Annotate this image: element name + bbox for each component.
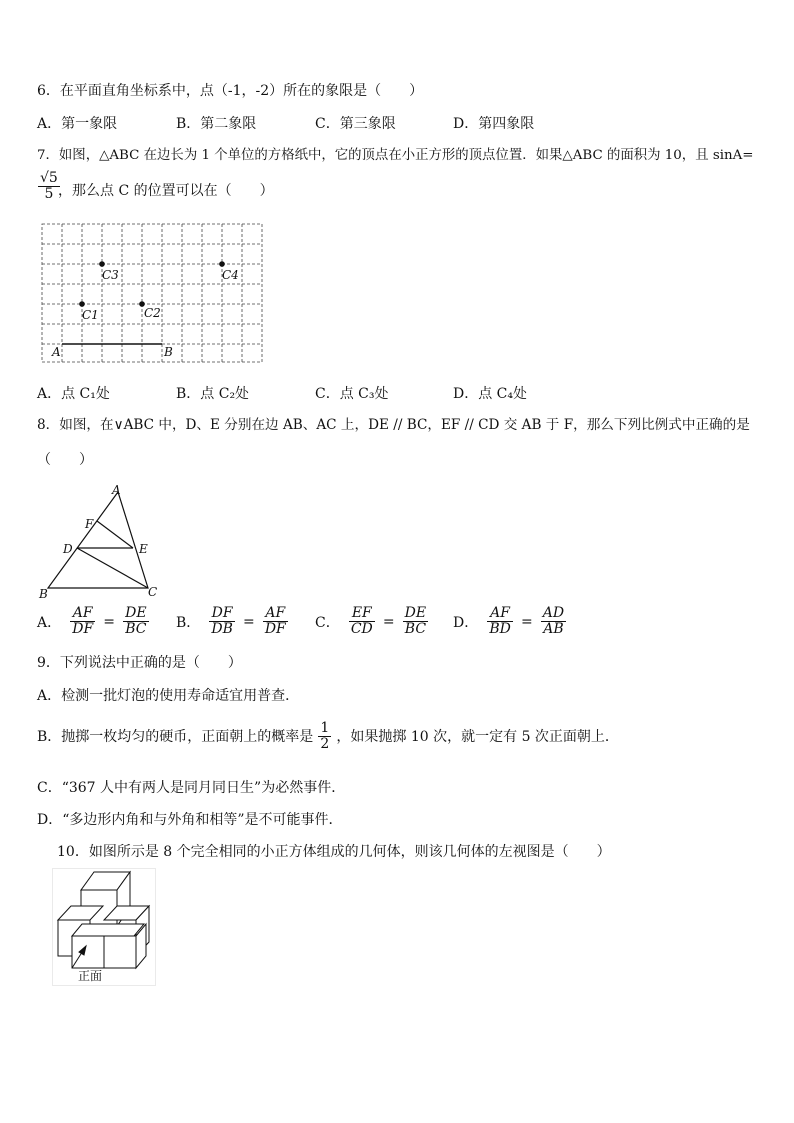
equals-sign: = (520, 613, 533, 630)
q8-option-c-label: C． (315, 614, 340, 631)
q8-option-b (176, 606, 288, 637)
q10-cubes-figure (52, 868, 156, 986)
fraction-numerator: DE (125, 605, 147, 621)
fraction-denominator: DB (211, 621, 233, 637)
fraction-denominator: CD (350, 621, 373, 637)
fraction-denominator: BC (125, 621, 147, 637)
q9-option-b-fraction (318, 721, 331, 752)
q7-option-b: B．点 C₂处 (176, 386, 250, 402)
q8-option-d (453, 606, 566, 637)
fraction-numerator: 1 (320, 720, 330, 736)
cube-solid (58, 872, 149, 968)
segment-fe (97, 521, 133, 548)
label-a: A (112, 484, 121, 497)
fraction-numerator: DE (404, 605, 427, 621)
point-c3 (99, 261, 105, 267)
label-a: A (52, 345, 61, 359)
fraction-denominator: BD (489, 621, 511, 637)
triangle-abc (48, 492, 148, 588)
q7-grid-figure (40, 222, 266, 364)
q7-option-a: A．点 C₁处 (37, 386, 110, 402)
fraction-numerator: DF (209, 606, 235, 622)
q7-fraction-numerator: √5 (40, 170, 58, 186)
q8-option-b-label: B． (176, 614, 201, 631)
label-c1: C1 (82, 308, 99, 322)
q8-option-d-label: D． (453, 614, 479, 631)
q7-option-d: D．点 C₄处 (453, 386, 527, 402)
q6-stem: 6．在平面直角坐标系中，点（-1，-2）所在的象限是（ ） (37, 83, 424, 99)
label-c: C (148, 585, 158, 599)
fraction-denominator: BC (404, 621, 427, 637)
q8-option-a-left-fraction (70, 606, 95, 637)
q10-stem: 10．如图所示是 8 个完全相同的小正方体组成的几何体，则该几何体的左视图是（ ） (57, 844, 611, 860)
q8-option-c-right-fraction (403, 606, 428, 637)
q7-option-c: C．点 C₃处 (315, 386, 389, 402)
q7-stem-line2: ，那么点 C 的位置可以在（ ） (58, 183, 274, 199)
q8-option-c (315, 606, 428, 637)
q8-option-c-left-fraction (349, 606, 375, 637)
fraction-numerator: AD (542, 605, 565, 621)
label-f: F (85, 517, 94, 531)
fraction-denominator: DF (264, 621, 286, 637)
q8-paren: （ ） (37, 452, 93, 468)
q8-option-b-right-fraction (263, 606, 288, 637)
label-b: B (39, 587, 48, 601)
fraction-numerator: AF (487, 606, 513, 622)
label-d: D (63, 542, 73, 556)
q7-stem-line1: 7．如图，△ABC 在边长为 1 个单位的方格纸中，它的顶点在小正方形的顶点位置．如果△ABC 的面积为 10，且 sinA= (37, 148, 754, 163)
q7-sqrt-fraction (38, 171, 60, 202)
q9-option-b (37, 721, 619, 752)
fraction-numerator: EF (349, 606, 375, 622)
q6-option-a: A．第一象限 (37, 116, 118, 132)
label-b: B (164, 345, 173, 359)
equals-sign: = (243, 613, 255, 630)
point-c4 (219, 261, 225, 267)
q8-option-a-label: A． (37, 614, 62, 631)
q9-option-b-post: ，如果抛掷 10 次，就一定有 5 次正面朝上． (336, 728, 619, 745)
grid-lines (42, 224, 262, 362)
q8-option-d-right-fraction (541, 606, 566, 637)
q8-option-a (37, 606, 149, 637)
equals-sign: = (103, 613, 115, 630)
q8-stem: 8．如图，在∨ABC 中，D、E 分别在边 AB、AC 上，DE // BC，EF // CD 交 AB 于 F，那么下列比例式中正确的是 (37, 417, 750, 433)
q7-fraction-denominator: 5 (44, 186, 54, 202)
q6-option-d: D．第四象限 (453, 116, 535, 132)
fraction-numerator: AF (70, 606, 95, 622)
fraction-denominator: DF (72, 621, 94, 637)
q9-stem: 9．下列说法中正确的是（ ） (37, 655, 242, 671)
fraction-denominator: AB (543, 621, 564, 637)
front-label: 正面 (78, 969, 103, 983)
q9-option-c: C．“367 人中有两人是同月同日生”为必然事件． (37, 780, 346, 796)
q6-option-b: B．第二象限 (176, 116, 257, 132)
q6-option-c: C．第三象限 (315, 116, 396, 132)
q9-option-a: A．检测一批灯泡的使用寿命适宜用普查． (37, 688, 300, 704)
q8-option-b-left-fraction (209, 606, 235, 637)
label-c2: C2 (144, 306, 161, 320)
label-c3: C3 (102, 268, 119, 282)
fraction-numerator: AF (263, 606, 288, 622)
q8-option-a-right-fraction (123, 606, 148, 637)
equals-sign: = (382, 613, 395, 630)
fraction-denominator: 2 (320, 736, 330, 752)
point-c1 (79, 301, 85, 307)
q9-option-d: D．“多边形内角和与外角和相等”是不可能事件． (37, 812, 343, 828)
q8-triangle-figure (36, 484, 166, 602)
q7-fraction (38, 171, 60, 202)
q8-option-d-left-fraction (487, 606, 513, 637)
q9-option-b-pre: B．抛掷一枚均匀的硬币，正面朝上的概率是 (37, 728, 314, 745)
label-e: E (139, 542, 148, 556)
label-c4: C4 (222, 268, 239, 282)
